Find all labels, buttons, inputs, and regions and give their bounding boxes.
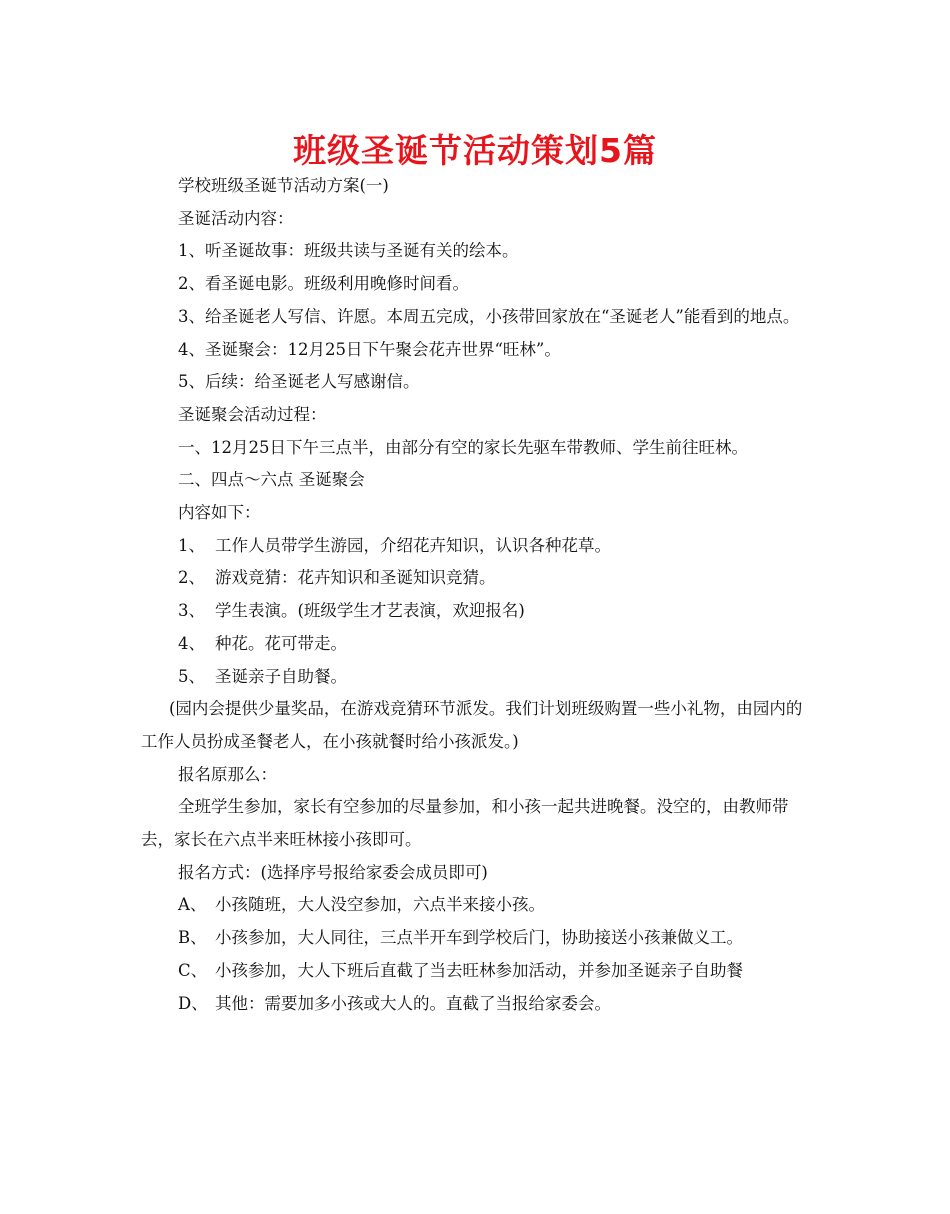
list-item [141,922,817,955]
signup-options-list [141,889,817,1020]
paragraph-party: 4、圣诞聚会：12月25日下午聚会花卉世界“旺林”。 [178,339,561,359]
paragraph-letter: 3、给圣诞老人写信、许愿。本周五完成，小孩带回家放在“圣诞老人”能看到的地点。 [178,306,800,326]
paragraph-prizes-note: (园内会提供少量奖品，在游戏竞猜环节派发。我们计划班级购置一些小礼物，由园内的工作人员扮成圣餐老人，在小孩就餐时给小孩派发。) [141,699,803,751]
list-item [141,889,817,922]
paragraph-participation: 全班学生参加，家长有空参加的尽量参加，和小孩一起共进晚餐。没空的，由教师带去，家长在六点半来旺林接小孩即可。 [141,797,789,850]
content-list [141,530,817,694]
list-item-number: 1、 [178,535,205,555]
list-item-text: 其他：需要加多小孩或大人的。直截了当报给家委会。 [215,993,611,1013]
paragraph-story: 1、听圣诞故事：班级共读与圣诞有关的绘本。 [178,241,519,261]
list-item-number: 5、 [178,666,205,686]
list-item-number: A、 [178,895,207,915]
list-item-text: 圣诞亲子自助餐。 [215,666,347,686]
document-title: 班级圣诞节活动策划5篇 [293,131,657,170]
document-body [141,170,817,1020]
list-item [141,955,817,988]
list-item-number: C、 [178,960,208,980]
list-item-number: D、 [178,993,208,1013]
paragraph-followup: 5、后续：给圣诞老人写感谢信。 [178,372,420,392]
list-item-number: B、 [178,928,207,948]
list-item-text: 学生表演。(班级学生才艺表演，欢迎报名) [215,601,525,621]
list-item [141,628,817,661]
list-item-text: 游戏竞猜：花卉知识和圣诞知识竞猜。 [215,568,496,588]
paragraph-signup-principle: 报名原那么： [178,764,277,784]
list-item-text: 小孩参加，大人同往，三点半开车到学校后门，协助接送小孩兼做义工。 [215,928,743,948]
paragraph-activity-content: 圣诞活动内容： [178,208,294,228]
list-item [141,595,817,628]
list-item-text: 工作人员带学生游园，介绍花卉知识，认识各种花草。 [215,535,611,555]
paragraph-signup-method: 报名方式：(选择序号报给家委会成员即可) [178,862,488,882]
paragraph-plan-heading: 学校班级圣诞节活动方案(一) [178,176,389,195]
paragraph-step-one: 一、12月25日下午三点半，由部分有空的家长先驱车带教师、学生前往旺林。 [178,437,748,457]
list-item [141,988,817,1021]
list-item [141,562,817,595]
list-item-number: 4、 [178,633,205,653]
paragraph-step-two: 二、四点～六点 圣诞聚会 [178,470,365,490]
list-item-number: 2、 [178,568,205,588]
list-item-text: 小孩随班，大人没空参加，六点半来接小孩。 [215,895,545,915]
paragraph-content-heading: 内容如下： [178,503,261,523]
list-item-text: 种花。花可带走。 [215,633,347,653]
paragraph-process-heading: 圣诞聚会活动过程： [178,404,327,424]
list-item-text: 小孩参加，大人下班后直截了当去旺林参加活动，并参加圣诞亲子自助餐 [215,960,743,980]
list-item [141,530,817,563]
list-item [141,661,817,694]
paragraph-movie: 2、看圣诞电影。班级利用晚修时间看。 [178,274,469,294]
list-item-number: 3、 [178,601,205,621]
